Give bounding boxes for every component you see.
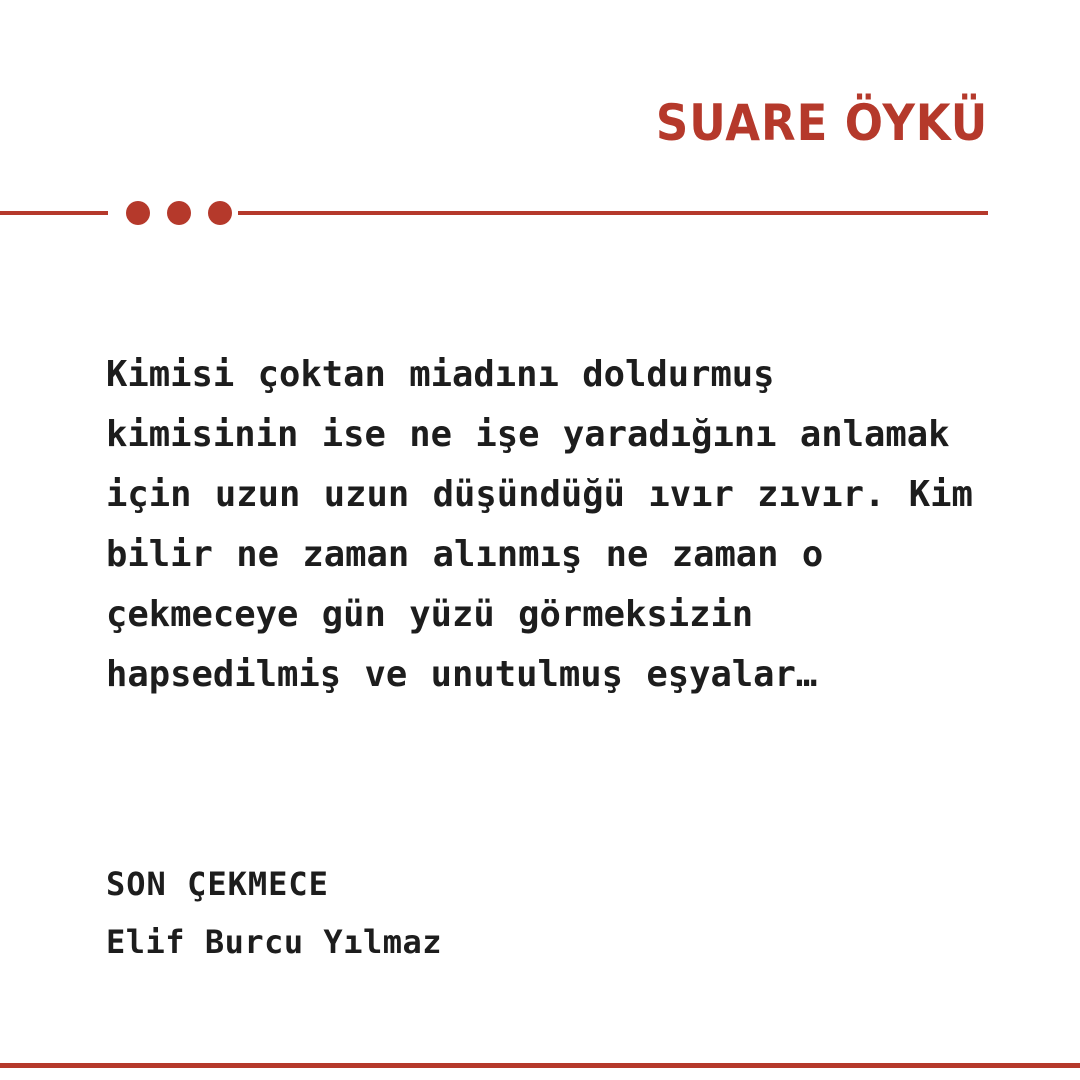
footer-line — [0, 1063, 1080, 1068]
dot-icon — [208, 201, 232, 225]
brand-title: SUARE ÖYKÜ — [655, 94, 988, 152]
brand-header — [619, 94, 988, 152]
story-excerpt: Kimisi çoktan miadını doldurmuş kimisinin ise ne işe yaradığını anlamak için uzun uzun düşündüğü ıvır zıvır. Kim bilir ne zaman alınmış ne zaman o çekmeceye gün yüzü görmeksizin hapsedilmiş ve unutulmuş eşyalar… — [106, 354, 997, 695]
divider-dots — [126, 200, 232, 226]
dot-icon — [126, 201, 150, 225]
divider-line-left — [0, 211, 108, 215]
divider-line-right — [238, 211, 988, 215]
story-credits — [106, 855, 442, 971]
decorative-divider — [0, 200, 1080, 226]
dot-icon — [167, 201, 191, 225]
story-author: Elif Burcu Yılmaz — [106, 923, 443, 961]
story-title: SON ÇEKMECE — [106, 865, 329, 903]
